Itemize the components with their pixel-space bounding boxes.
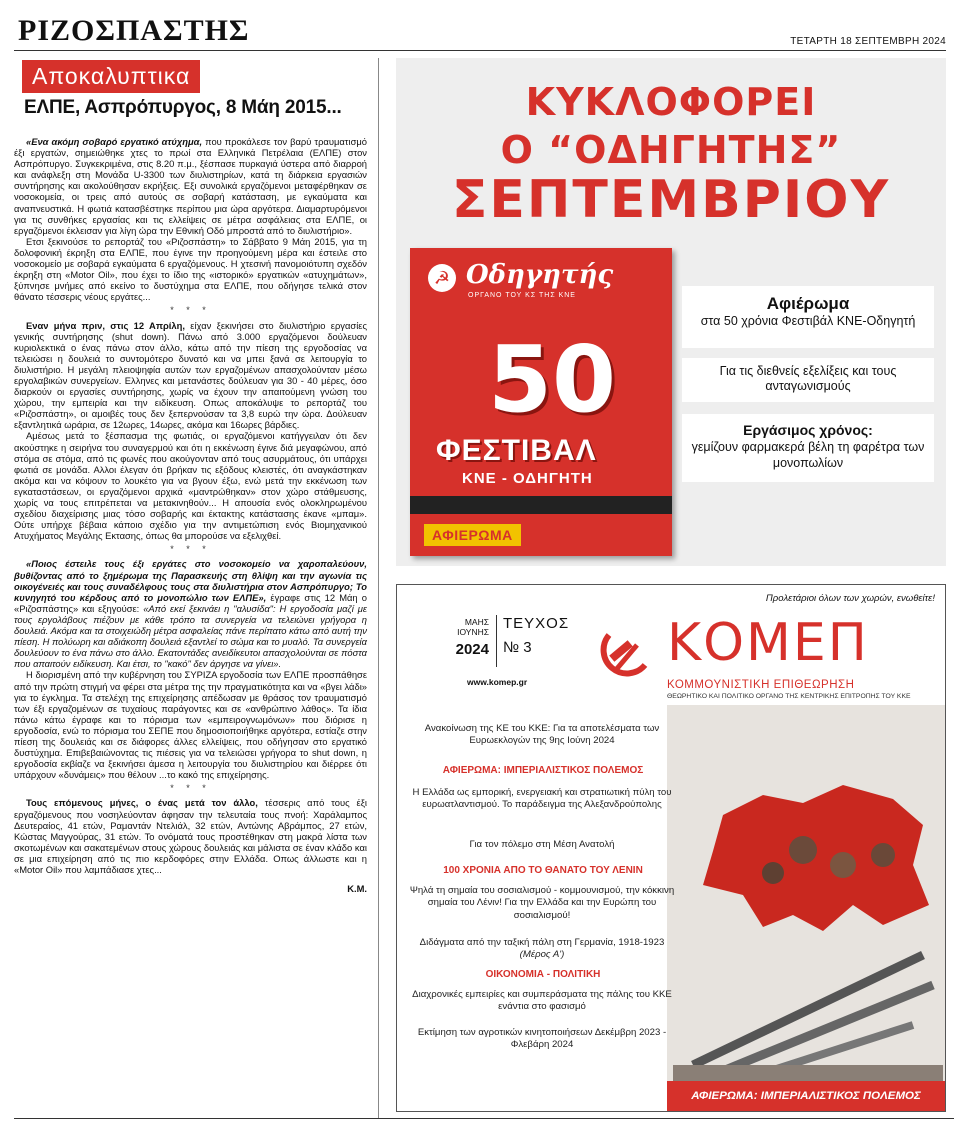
toc-item-4: Ψηλά τη σημαία του σοσιαλισμού - κομμουνισμού, την κόκκινη σημαία του Λένιν! Για την Ελλάδα και την Ευρώπη του σοσιαλισμού! [409, 885, 675, 921]
komep-divider [496, 615, 497, 667]
article-header [14, 60, 367, 125]
komep-issue-label: ΤΕΥΧΟΣ [503, 615, 570, 632]
cover-tribute-badge: ΑΦΙΕΡΩΜΑ [424, 524, 521, 546]
cover-silhouette-band [410, 496, 672, 514]
paragraph-7 [14, 797, 367, 875]
feature-1-title: Αφιέρωμα [766, 294, 850, 313]
komep-cover-banner: ΑΦΙΕΡΩΜΑ: ΙΜΠΕΡΙΑΛΙΣΤΙΚΟΣ ΠΟΛΕΜΟΣ [667, 1081, 945, 1111]
paragraph-text: που προκάλεσε τον βαρύ τραυματισμό έξι εργατών, σημειώθηκε χτες το πρωί στα Ελληνικά Πετρέλαια (ΕΛΠΕ) στον Ασπρόπυργο. Συγκεκριμένα, στις 8.20 π.μ., ξέσπασε πυρκαγιά ύστερα από διαρροή και ανάφλεξη στη Μονάδα U-3300 των διυλιστηρίων, κατά τη διάρκεια εργασιών συντήρησης και ακολούθησαν εκρήξεις. Εξι συνολικά εργαζόμενοι μεταφέρθηκαν σε νοσοκομεία, οι τρεις από αυτούς σε σοβαρή κατάσταση, με εγκαύματα και αναπνευστικά. Η φωτιά κατασβέστηκε περίπου μια ώρα αργότερα. Διαμαρτυρόμενοι για τις συνθήκες εργασίας και τις ελλείψεις σε μέτρα ασφάλειας στα ΕΛΠΕ, οι εργαζόμενοι έκλεισαν για λίγη ώρα την Εθνική Οδό μπροστά από το διυλιστήριο». [14, 136, 367, 236]
feature-3-text: γεμίζουν φαρμακερά βέλη τη φαρέτρα των μονοπωλίων [691, 440, 925, 470]
toc-heading-1: ΑΦΙΕΡΩΜΑ: ΙΜΠΕΡΙΑΛΙΣΤΙΚΟΣ ΠΟΛΕΜΟΣ [442, 765, 644, 776]
quote-bold: «Ποιος έστειλε τους έξι εργάτες στο νοσοκομείο να χαροπαλεύουν, βυθίζοντας από το ξημέρωμα της Παρασκευής στη θλίψη και την αγωνία τις οικογένειές και τους συναδέλφους τους στα διυλιστήρια στον Ασπρόπυργο; Το κυνηγητό του κέρδους από το μονοπώλιο των ΕΛΠΕ», [14, 558, 367, 603]
cover-kne: ΚΝΕ - ΟΔΗΓΗΤΗ [462, 470, 593, 487]
toc-item-5-part: (Μέρος Α') [519, 949, 565, 961]
issue-date: ΤΕΤΑΡΤΗ 18 ΣΕΠΤΕΜΒΡΗ 2024 [790, 36, 946, 47]
cover-subtitle: ΟΡΓΑΝΟ ΤΟΥ ΚΣ ΤΗΣ ΚΝΕ [468, 292, 576, 299]
article-body [14, 136, 367, 894]
lead-phrase: Τους επόμενους μήνες, ο ένας μετά τον άλλο, [26, 797, 258, 809]
paragraph-3 [14, 320, 367, 431]
separator-stars: * * * [170, 783, 211, 794]
toc-item-6: Διαχρονικές εμπειρίες και συμπεράσματα της πάλης του ΚΚΕ ενάντια στο φασισμό [412, 989, 672, 1013]
quote-italic: «Από εκεί ξεκινάει η "αλυσίδα": Η εργοδοσία μαζί με τους εργολάβους πιέζουν με κάθε τρόπο τα συνεργεία να τελειώνει γρήγορα η δουλειά. Ακόμα και τα στοιχειώδη μέτρα ασφαλείας πάνε περίπατο κάτω από αυτή την πίεση. Η πολύωρη και αδιάκοπη δουλειά εξαντλεί το σώμα και το μυαλό. Τα συνεργεία δουλεύουν το ένα πάνω στο άλλο. Εκατοντάδες ανειδίκευτοι απασχολούνται σε πόστα που απαιτούν ειδίκευση. Και έτσι, το "κακό" δεν άργησε να γίνει». [14, 602, 367, 670]
feature-1-text: στα 50 χρόνια Φεστιβάλ ΚΝΕ-Οδηγητή [700, 314, 916, 328]
paragraph-text: είχαν ξεκινήσει στο διυλιστήριο εργασίες γενικής συντήρησης (shut down). Πάνω από 3.000 εργαζόμενοι δούλευαν κυριολεκτικά ο ένας πάνω στον άλλο, κάτω από την πίεση της εργοδοσίας να τελειώσει η δουλειά το συντομότερο δυνατό και να μπει ξανά σε λειτουργία το διυλιστήριο. Η μεγάλη πλειοψηφία αυτών των εργαζομένων απασχολούνταν μέσω εργολαβικών συνεργείων. Ελληνες και μετανάστες δούλευαν για 30 - 40 μέρες, όσο διαρκούν οι εργασίες συντήρησης, χωρίς να έχουν την απαιτούμενη γνώση του χώρου, την εμπειρία και την ειδίκευση. Οπως αποκάλυψε το ρεπορτάζ του «Ριζοσπάστη», οι αμοιβές τους δεν ξεπερνούσαν τα 3,8 ευρώ την ώρα. Δούλευαν εξαντλητικά ωράρια, σε 12ωρες, 14ωρες, ακόμα και 16ωρες βάρδιες. [14, 319, 367, 431]
toc-item-2: Η Ελλάδα ως εμπορική, ενεργειακή και στρατιωτική πύλη του ευρωατλαντισμού. Το παράδειγμα της Αλεξανδρούπολης [412, 787, 672, 811]
paragraph-4: Αμέσως μετά το ξέσπασμα της φωτιάς, οι εργαζόμενοι κατήγγειλαν ότι δεν ακούστηκε η σειρήνα του συναγερμού και ότι η εκκένωση έγινε διά μεγαφώνου, από στόμα σε στόμα, από τις φωνές που ακούγονταν από τους ασυρμάτους, ότι υπάρχει φωτιά σε μονάδα. Αλλοι έλεγαν ότι βρήκαν τις εξόδους κλειστές, ότι αναγκάστηκαν ακόμα και να κόψουν το λουκέτο για να βγουν έξω, ενώ μετά την εκκένωση των εγκαταστάσεων, οι εργαζόμενοι αρχικά «μαντρώθηκαν» στον χώρο στάθμευσης, χωρίς να τους επιτρέπεται να μετακινηθούν... Η απουσία ενός ολοκληρωμένου σχεδίου διαχείρισης μιας τόσο σοβαρής και έκτακτης κατάστασης έκανε «μπαμ». Ούτε υπήρχε βέβαια κάποιο σχέδιο για την αντιμετώπιση ενός Βιομηχανικού Ατυχήματος Μεγάλης Εκτασης, όπως θα μπορούσε να εξελιχθεί. [14, 430, 367, 542]
feature-3-title: Εργάσιμος χρόνος: [743, 422, 873, 438]
advert-line-1: ΚΥΚΛΟΦΟΡΕΙ [525, 80, 817, 124]
komep-advert [396, 584, 946, 1112]
toc-item-7: Εκτίμηση των αγροτικών κινητοποιήσεων Δεκέμβρη 2023 - Φλεβάρη 2024 [417, 1027, 667, 1051]
paragraph-5 [14, 558, 367, 669]
paragraph-text: έγραφε στις 12 Μάη ο «Ριζοσπάστης» και εξηγούσε: [14, 591, 368, 614]
komep-slogan: Προλετάριοι όλων των χωρών, ενωθείτε! [765, 593, 935, 604]
odigitis-advert [396, 58, 946, 566]
cover-title: Οδηγητής [466, 260, 614, 290]
cover-fifty: 50 [488, 326, 617, 433]
section-label: Αποκαλυπτικα [22, 60, 200, 93]
toc-item-1: Ανακοίνωση της ΚΕ του ΚΚΕ: Για τα αποτελέσματα των Ευρωεκλογών της 9ης Ιούνη 2024 [424, 723, 660, 747]
lead-phrase: Εναν μήνα πριν, στις 12 Απρίλη, [26, 319, 185, 331]
toc-item-3: Για τον πόλεμο στη Μέση Ανατολή [469, 839, 615, 850]
toc-heading-3: ΟΙΚΟΝΟΜΙΑ - ΠΟΛΙΤΙΚΗ [485, 969, 601, 980]
masthead-divider [14, 50, 946, 51]
komep-title: ΚΟΜΕΠ [667, 613, 869, 673]
komep-months: ΜΑΗΣ ΙΟΥΝΗΣ [457, 617, 489, 637]
missiles-image [673, 915, 943, 1085]
toc-heading-2: 100 ΧΡΟΝΙΑ ΑΠΟ ΤΟ ΘΑΝΑΤΟ ΤΟΥ ΛΕΝΙΝ [443, 865, 643, 876]
newspaper-logo: ΡΙΖΟΣΠΑΣΤΗΣ [18, 14, 250, 47]
separator-stars: * * * [170, 544, 211, 555]
paragraph-text: τέσσερις από τους έξι εργαζόμενους που νοσηλεύονταν άφησαν την τελευταία τους πνοή: Χαράλαμπος Δευτεραίος, 41 ετών, Ραμαντάν Ντελιάλ, 32 ετών, Αντώνης Αβράμπος, 27 ετών, Κώστας Μαγγούρας, 31 ετών. Το ονόματά τους προστέθηκαν στη μακρά λίστα των σκοτωμένων και σακατεμένων στους χώρους δουλειάς και μάλιστα σε έναν κλάδο και σε μια επιχείρηση από τις πιο κερδοφόρες στην Ελλάδα. Οπως άλλωστε και η «Motor Oil» που λαμπάδιασε χτες... [14, 797, 367, 875]
column-divider [378, 58, 379, 1118]
hammer-sickle-icon [595, 625, 655, 685]
advert-line-2: Ο “ΟΔΗΓΗΤΗΣ” [500, 128, 842, 172]
feature-box-2: Για τις διεθνείς εξελίξεις και τους ανταγωνισμούς [682, 358, 934, 402]
feature-box-1 [682, 286, 934, 348]
hammer-sickle-icon: ☭ [428, 264, 456, 292]
page-bottom-rule [14, 1118, 954, 1119]
magazine-cover [410, 248, 672, 556]
advert-line-3: ΣΕΠΤΕΜΒΡΙΟΥ [451, 170, 891, 230]
masthead [0, 0, 960, 52]
toc-item-5 [405, 937, 679, 962]
article-headline: ΕΛΠΕ, Ασπρόπυργος, 8 Μάη 2015... [24, 97, 342, 118]
paragraph-1 [14, 136, 367, 236]
author-signature: Κ.Μ. [347, 883, 367, 895]
feature-box-3 [682, 414, 934, 482]
paragraph-6: Η διορισμένη από την κυβέρνηση του ΣΥΡΙΖΑ εργοδοσία των ΕΛΠΕ προσπάθησε από την πρώτη στιγμή να φέρει στα μέτρα της την πραγματικότητα και να «βγει λάδι» για το έγκλημα. Τα στελέχη της επιχείρησης απέδωσαν με θράσος τον τραυματισμό των έξι εργαζομένων σε τυχαίους παράγοντες και σε «ανθρώπινο λάθος». Τα ίδια πάνω κάτω έγραφε και το πόρισμα των «εμπειρογνωμόνων» που διόρισε η εργοδοσία, ενώ το πόρισμα του ΣΕΠΕ που δημοσιοποιήθηκε αργότερα, εστίαζε στην πίεση της δουλειάς και σε διάφορες άλλες ελλείψεις, που οδήγησαν στο εργατικό δυστύχημα. Επιβεβαιώνοντας τις πιέσεις για να τελειώσει γρήγορα το shut down, η εργοδοσία εκβίαζε να ξεκινήσει άμεσα η λειτουργία του διυλιστηρίου και διέρρεε ότι υπάρχουν «δυνάμεις» που θέλουν ...το κακό της επιχείρησης. [14, 669, 367, 781]
lead-phrase: «Ενα ακόμη σοβαρό εργατικό ατύχημα, [26, 136, 203, 147]
komep-subtitle-small: ΘΕΩΡΗΤΙΚΟ ΚΑΙ ΠΟΛΙΤΙΚΟ ΟΡΓΑΝΟ ΤΗΣ ΚΕΝΤΡΙΚΗΣ ΕΠΙΤΡΟΠΗΣ ΤΟΥ ΚΚΕ [667, 693, 911, 700]
komep-website: www.komep.gr [467, 677, 528, 687]
komep-subtitle: ΚΟΜΜΟΥΝΙΣΤΙΚΗ ΕΠΙΘΕΩΡΗΣΗ [667, 679, 855, 691]
komep-year: 2024 [455, 641, 489, 658]
separator-stars: * * * [170, 305, 211, 316]
toc-item-5-text: Διδάγματα από την ταξική πάλη στη Γερμανία, 1918-1923 [419, 937, 665, 948]
komep-issue-number: № 3 [503, 639, 532, 656]
cover-festival: ΦΕΣΤΙΒΑΛ [436, 434, 597, 467]
paragraph-2: Ετσι ξεκινούσε το ρεπορτάζ του «Ριζοσπάστη» το Σάββατο 9 Μάη 2015, για τη δολοφονική έκρηξη στα ΕΛΠΕ, που έγινε την προηγούμενη μέρα και έστειλε στο νοσοκομείο με σοβαρά εγκαύματα 6 εργαζόμενους. Η χτεσινή πανομοιότυπη σχεδόν έκρηξη στη «Motor Oil», που έχει το ίδιο της «ιστορικό» εργατικών «ατυχημάτων», ξύπνησε μνήμες από εκείνο το δυστύχημα στα ΕΛΠΕ, που οδήγησε τελικά στον θάνατο τέσσερις νέους εργάτες... [14, 235, 367, 303]
